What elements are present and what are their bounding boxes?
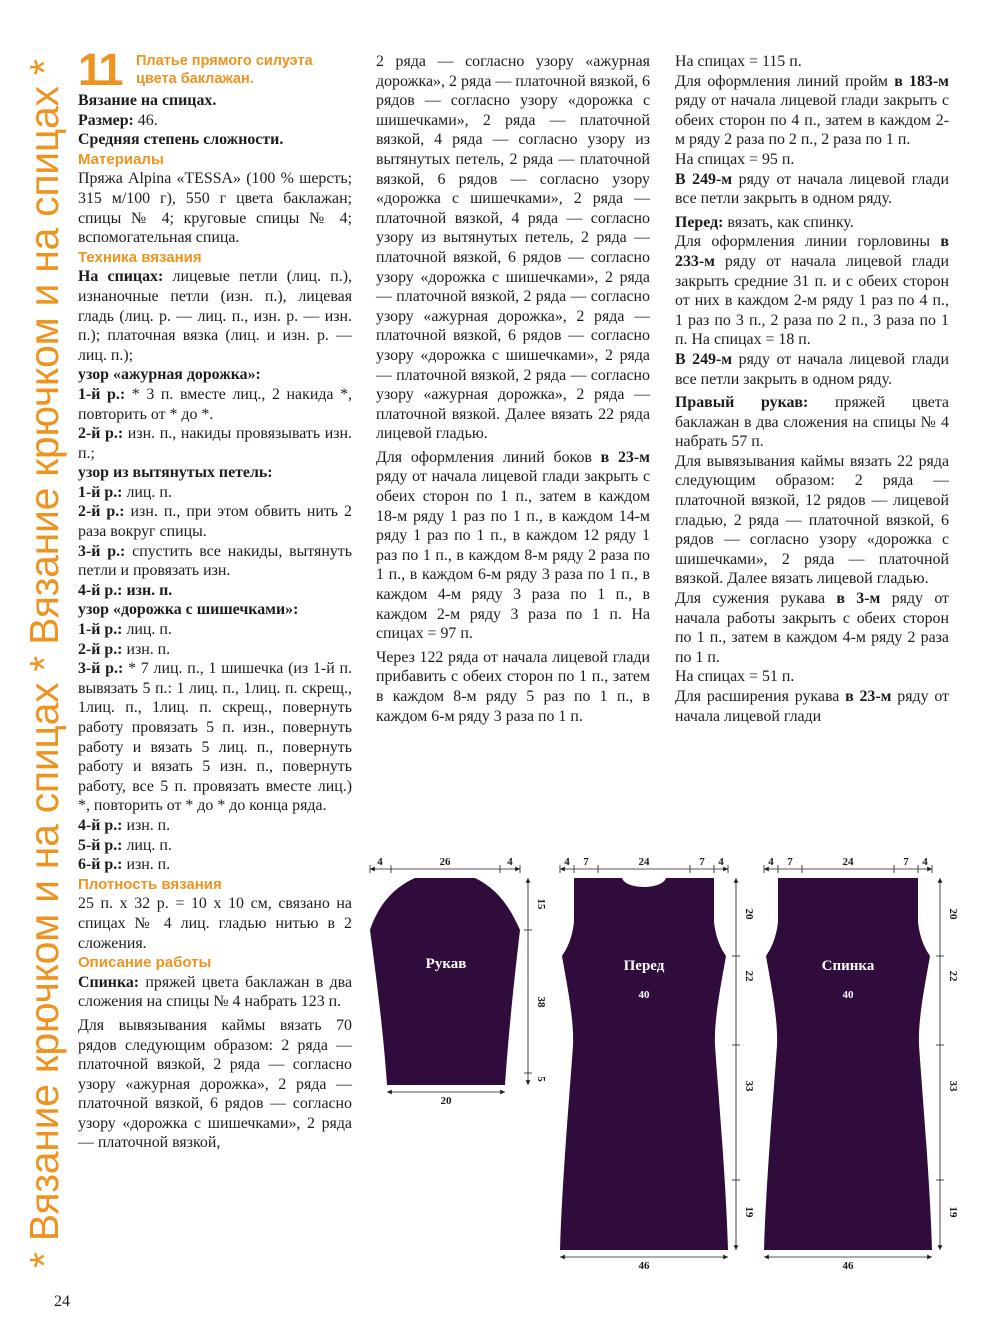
pattern-1-row-1: 1-й р.: * 3 п. вместе лиц., 2 накида *, повторить от * до *. [78, 385, 353, 423]
back-dim-top-4: 7 [903, 856, 909, 868]
sleeve-dim-bottom: 20 [440, 1095, 452, 1107]
density-heading: Плотность вязания [78, 875, 222, 893]
back-dim-top-5: 4 [922, 856, 928, 868]
sleeve-dim-right-3: 5 [535, 1076, 547, 1082]
column-1 [78, 44, 353, 1153]
front-dim-top-5: 4 [718, 856, 724, 868]
front-dim-right-4: 19 [743, 1206, 755, 1218]
article-number: 11 [78, 44, 122, 95]
pattern-3-row-1: 1-й р.: лиц. п. [78, 621, 172, 639]
sleeve-dim-right-2: 38 [535, 996, 547, 1008]
sleeve-text: Правый рукав: пряжей цвета баклажан в два сложения на спицы № 4 набрать 57 п. [675, 394, 949, 451]
sleeve-dim-top-3: 4 [507, 856, 513, 868]
density-text: 25 п. х 32 р. = 10 х 10 см, связано на спицах № 4 лиц. гладью нитью в 2 сложения. [78, 895, 352, 952]
article-title: Платье прямого силуэта цвета баклажан. [136, 53, 313, 87]
sides-text: Для оформления линий боков в 23-м ряду от начала лицевой глади закрыть с обеих сторон по 1 п., затем в каждом 18-м ряду 1 раз по 1 п., в каждом 14-м ряду 1 раз по 1 п., в каждом 12 ряду 1 раз по 1 п., в каждом 8-м ряду 2 раза по 1 п., в каждом 6-м ряду 3 раза по 1 п., в каждом 4-м ряду 3 раза по 1 п., в каждом 2-м ряду 3 раза по 1 п. На спицах = 97 п. [376, 448, 650, 643]
bind-off-text-2: В 249-м ряду от начала лицевой глади все петли закрыть в одном ряду. [675, 350, 949, 388]
back-shape [764, 878, 932, 1250]
front-text: Перед: вязать, как спинку. [675, 213, 854, 231]
pattern-2-heading: узор из вытянутых петель: [78, 464, 273, 482]
side-section-title: * Вязание крючком и на спицах * Вязание крючком и на спицах * [21, 59, 67, 1268]
back-label: Спинка [821, 958, 875, 974]
edge-text: Для вывязывания каймы вязать 70 рядов следующим образом: 2 ряда — платочной вязкой, 2 ряда — согласно узору «ажурная дорожка», 2 ряда — платочной вязкой, 6 рядов — согласно узору «дорожка с шишечками», 2 ряда — платочной вязкой, [78, 1016, 352, 1152]
front-neck-depth: 3.5 [638, 872, 650, 882]
back-dim-top-2: 7 [787, 856, 793, 868]
front-shape [560, 878, 728, 1250]
materials-text: Пряжа Alpina «TESSA» (100 % шерсть; 315 м/100 г), 550 г цвета баклажан; спицы № 4; круговые спицы № 4; вспомогательная спица. [78, 170, 352, 247]
pattern-3-row-6: 6-й р.: изн. п. [78, 856, 171, 874]
article-header [78, 44, 352, 95]
column-2 [376, 52, 650, 726]
back-width-label: 40 [842, 989, 854, 1001]
pattern-3-row-3: 3-й р.: * 7 лиц. п., 1 шишечка (из 1-й п. вывязать 5 п.: 1 лиц. п., 1лиц. п. скрещ., 1лиц. п., 1лиц. п. скрещ., повернуть работу провязать 5 п. изн., повернуть работу и вязать 5 лиц. п., повернуть работу и вязать 5 изн. п., повернуть работу, все 5 п. провязать вместе лиц.) *, повторить от * до * до конца ряда. [78, 660, 352, 815]
back-dim-bottom: 46 [842, 1260, 854, 1272]
front-label: Перед [623, 958, 665, 974]
technique-heading: Техника вязания [78, 248, 202, 266]
front-dim-right-2: 22 [743, 970, 755, 982]
materials-heading: Материалы [78, 150, 164, 168]
sleeve-dim-right-1: 15 [535, 898, 547, 910]
front-dim-top-1: 4 [564, 856, 570, 868]
front-dim-bottom: 46 [638, 1260, 650, 1272]
back-diagram [764, 856, 959, 1272]
front-dim-top-4: 7 [699, 856, 705, 868]
difficulty-line: Средняя степень сложности. [78, 131, 284, 149]
needles-text: На спицах: лицевые петли (лиц. п.), изнаночные петли (изн. п.), лицевая гладь (лиц. р. — лиц. п., изн. р. — изн. п.); платочная вязка (лиц. и изн. р. — лиц. п.); [78, 268, 352, 364]
sleeve-widen-text: Для расширения рукава в 23-м ряду от начала лицевой глади [675, 688, 949, 725]
pattern-3-heading: узор «дорожка с шишечками»: [78, 601, 299, 619]
pattern-3-row-2: 2-й р.: изн. п. [78, 640, 171, 658]
page-number: 24 [54, 1293, 70, 1310]
back-dim-top-1: 4 [768, 856, 774, 868]
back-dim-top-3: 24 [842, 856, 854, 868]
pattern-2-row-4: 4-й р.: изн. п. [78, 581, 173, 599]
sleeve-narrow-text: Для сужения рукава в 3-м ряду от начала работы закрыть с обеих сторон по 1 п., затем в каждом 4-м ряду 2 раза по 1 п. [675, 590, 949, 666]
pattern-1-row-2: 2-й р.: изн. п., накиды провязывать изн. п.; [78, 425, 353, 462]
back-dim-right-4: 19 [947, 1206, 959, 1218]
front-diagram [560, 856, 755, 1272]
back-dim-right-1: 20 [947, 908, 959, 920]
stitch-count-95: На спицах = 95 п. [675, 150, 795, 168]
pattern-1-heading: узор «ажурная дорожка»: [78, 366, 261, 384]
pattern-2-row-3: 3-й р.: спустить все накиды, вытянуть петли и провязать изн. [78, 542, 352, 580]
pattern-2-row-2: 2-й р.: изн. п., при этом обвить нить 2 раза вокруг спицы. [78, 503, 352, 541]
technique-line: Вязание на спицах. [78, 92, 217, 109]
pattern-2-row-1: 1-й р.: лиц. п. [78, 483, 172, 501]
back-dim-right-3: 33 [947, 1080, 959, 1092]
front-dim-right-3: 33 [743, 1080, 755, 1092]
sleeve-label: Рукав [425, 956, 467, 972]
front-dim-right-1: 20 [743, 908, 755, 920]
sleeve-edge-text: Для вывязывания каймы вязать 22 ряда следующим образом: 2 ряда — платочной вязкой, 12 рядов — лицевой гладью, 2 ряда — платочной вязкой, 6 рядов — согласно узору «дорожка с шишечками», 2 ряда — платочной вязкой. Далее вязать лицевой гладью. [675, 452, 949, 588]
sleeve-dim-top-1: 4 [377, 856, 383, 868]
bind-off-text: В 249-м ряду от начала лицевой глади все петли закрыть в одном ряду. [675, 170, 949, 208]
pattern-diagram [360, 850, 980, 1280]
front-dim-top-3: 24 [638, 856, 650, 868]
column-3 [675, 52, 949, 726]
stitch-count-51: На спицах = 51 п. [675, 668, 795, 686]
front-dim-top-2: 7 [583, 856, 589, 868]
stitch-count-115: На спицах = 115 п. [675, 53, 802, 70]
sleeve-dim-top-2: 26 [439, 856, 451, 868]
sleeve-shape [370, 878, 520, 1085]
armhole-text: Для оформления линий пройм в 183-м ряду от начала лицевой глади закрыть с обеих сторон по 4 п., затем в каждом 2-м ряду 2 раза по 2 п., 2 раза по 1 п. [675, 72, 949, 149]
front-width-label: 40 [638, 989, 650, 1001]
pattern-3-row-4: 4-й р.: изн. п. [78, 816, 171, 834]
work-heading: Описание работы [78, 954, 212, 972]
back-dim-right-2: 22 [947, 970, 959, 982]
pattern-3-row-5: 5-й р.: лиц. п. [78, 836, 172, 854]
increase-text: Через 122 ряда от начала лицевой глади прибавить с обеих сторон по 1 п., затем в каждом 8-м ряду 5 раз по 1 п., в каждом 6-м ряду 3 раза по 1 п. [376, 648, 650, 725]
sleeve-diagram [370, 856, 547, 1107]
edge-continued-text: 2 ряда — согласно узору «ажурная дорожка», 2 ряда — платочной вязкой, 6 рядов — согласно узору «дорожка с шишечками», 2 ряда — платочной вязкой, 4 ряда — согласно узору из вытянутых петель, 2 ряда — платочной вязкой, 6 рядов — согласно узору «дорожка с шишечками», 2 ряда — платочной вязкой, 4 ряда — согласно узору из вытянутых петель, 2 ряда — платочной вязкой, 6 рядов — согласно узору «дорожка с шишечками», 2 ряда — платочной вязкой, 2 ряда — согласно узору «ажурная дорожка», 2 ряда — платочной вязкой, 6 рядов — согласно узору «дорожка с шишечками», 2 ряда — платочной вязкой, 2 ряда — согласно узору «ажурная дорожка», 2 ряда — платочной вязкой. Далее вязать 22 ряда лицевой гладью. [376, 53, 650, 443]
back-text: Спинка: пряжей цвета баклажан в два сложения на спицы № 4 набрать 123 п. [78, 973, 352, 1011]
neckline-text: Для оформления линии горловины в 233-м ряду от начала лицевой глади закрыть средние 31 п. и с обеих сторон от них в каждом 2-м ряду 1 раз по 4 п., 1 раз по 3 п., 2 раза по 2 п., 3 раза по 1 п. На спицах = 18 п. [675, 233, 949, 349]
size-line: Размер: 46. [78, 111, 158, 129]
